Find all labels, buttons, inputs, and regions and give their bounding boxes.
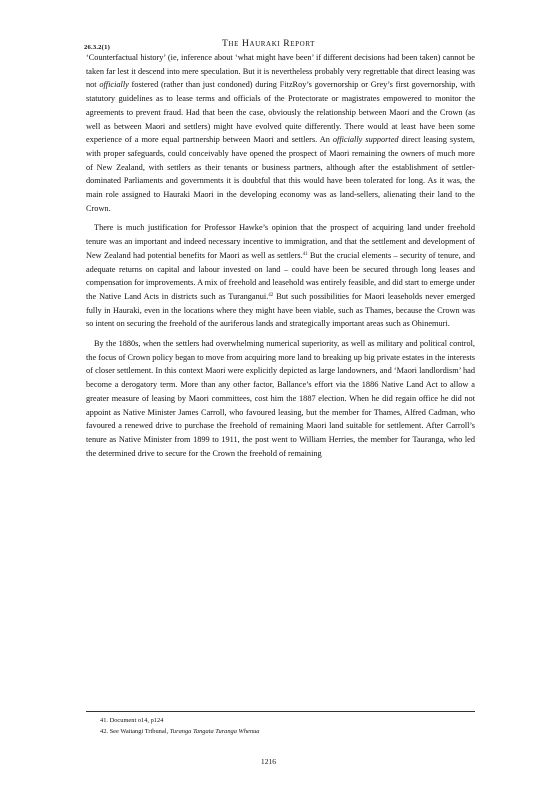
emphasis-officially-supported: officially supported [332, 135, 399, 145]
page-number: 1216 [260, 757, 277, 766]
running-header-title: The Hauraki Report [221, 38, 316, 49]
paragraph-3: By the 1880s, when the settlers had overwhelming numerical superiority, as well as military and political control, the focus of Crown policy began to move from acquiring more land to breaking up big private estates in the interests of closer settlement. In this context Maori were explicitly depicted as large landowners, and ‘Maori landlordism’ had become a derogatory term. More than any other factor, Ballance’s effort via the 1886 Native Land Act to allow a greater measure of leasing by Maori committees, cost him the 1887 election. When he did regain office he did not appoint as Native Minister James Carroll, who favoured leasing, but the member for Thames, Alfred Cadman, who favoured a renewed drive to purchase the freehold of remaining Maori land suitable for settlement. After Carroll’s tenure as Native Minister from 1899 to 1911, the post went to William Herries, the member for Tauranga, who led the determined drive to secure for the Crown the freehold of remaining [86, 339, 475, 458]
footnote-text: Document o14, p124 [109, 717, 164, 724]
emphasis-officially: officially [99, 80, 129, 90]
footnote-text: See Waitangi Tribunal, [109, 727, 170, 735]
body-text [86, 51, 475, 460]
footnote-number: 41. [100, 717, 108, 724]
footnote-ref-42[interactable]: 42 [268, 292, 274, 298]
footnote-41 [100, 716, 475, 727]
footnote-cited-title: Turanga Tangata Turanga Whenua [169, 727, 260, 735]
footnotes [100, 716, 475, 737]
paragraph-1: ‘Counterfactual history’ (ie, inference about ‘what might have been’ if different decisions had been taken) cannot be taken far lest it descend into mere speculation. But it is nevertheless probably very regrettable that direct leasing was not officially fostered (rather than just condoned) during FitzRoy’s governorship or Grey’s first governorship, with statutory guidelines as to lease terms and officials of the Protectorate or magistrates empowered to monitor the agreements to prevent fraud. Had that been the case, obviously the relationship between Maori and the Crown (as well as between Maori and settlers) might have evolved quite differently. There would at least have been some experience of a more equal partnership between Maori and settlers. An officially supported direct leasing system, with proper safeguards, could conceivably have opened the prospect of Maori remaining the owners of much more of New Zealand, with settlers as their tenants or business partners, although after the establishment of settler-dominated Parliaments and governments it is doubtful that this would have been tolerated for long. As it was, the main role assigned to Hauraki Maori in the developing economy was as land-sellers, alienating their land to the Crown. [86, 53, 475, 213]
section-number: 26.3.2(1) [84, 44, 110, 51]
paragraph-2: There is much justification for Professor Hawke’s opinion that the prospect of acquiring land under freehold tenure was an important and indeed necessary incentive to immigration, and that the settlement and development of New Zealand had potential benefits for Maori as well as settlers.$^{41}$ But the crucial elements – security of tenure, and adequate returns on capital and labour invested on land – could have been be secured through long leases and compensation for improvements. A mix of freehold and leasehold was entirely feasible, and did start to emerge under the Native Land Acts in districts such as Turanganui.$^{42}$ But such possibilities for Maori leaseholds never emerged fully in Hauraki, even in the locations where they might have been viable, such as Thames, because the Crown was so intent on securing the freehold of the auriferous lands and strategically important areas such as Ohinemuri. [86, 223, 475, 329]
footnote-42 [100, 727, 475, 738]
footnote-number: 42. [100, 727, 108, 735]
footnote-ref-41[interactable]: 41 [302, 251, 308, 257]
footnote-divider [86, 711, 475, 712]
